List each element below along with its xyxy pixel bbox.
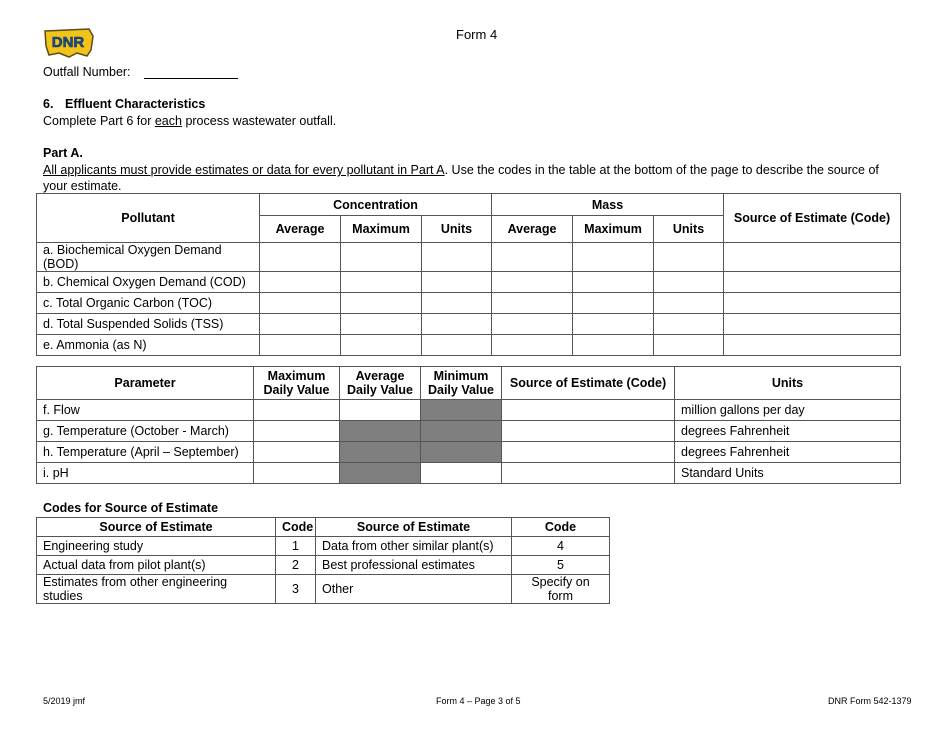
code-value: 4	[512, 537, 610, 556]
input-cell[interactable]	[502, 400, 675, 421]
shaded-cell	[340, 421, 421, 442]
codes-table	[36, 517, 610, 604]
input-cell[interactable]	[254, 442, 340, 463]
input-cell[interactable]	[254, 421, 340, 442]
input-cell[interactable]	[260, 243, 341, 272]
units-value: degrees Fahrenheit	[675, 421, 901, 442]
pollutant-name: d. Total Suspended Solids (TSS)	[37, 314, 260, 335]
parameter-name: g. Temperature (October - March)	[37, 421, 254, 442]
codes-title: Codes for Source of Estimate	[43, 501, 219, 515]
input-cell[interactable]	[502, 421, 675, 442]
table-row	[37, 335, 901, 356]
table-row	[37, 400, 901, 421]
source-name: Best professional estimates	[316, 556, 512, 575]
units-value: Standard Units	[675, 463, 901, 484]
code-value: 1	[276, 537, 316, 556]
input-cell[interactable]	[724, 243, 901, 272]
units-value: million gallons per day	[675, 400, 901, 421]
parameter-name: f. Flow	[37, 400, 254, 421]
mass-units-header: Units	[654, 216, 724, 243]
input-cell[interactable]	[724, 272, 901, 293]
input-cell[interactable]	[573, 314, 654, 335]
input-cell[interactable]	[492, 335, 573, 356]
table-row	[37, 575, 610, 604]
shaded-cell	[340, 442, 421, 463]
pollutant-header: Pollutant	[37, 194, 260, 243]
input-cell[interactable]	[654, 314, 724, 335]
source-name: Other	[316, 575, 512, 604]
units-header: Units	[675, 367, 901, 400]
source-code-header: Source of Estimate (Code)	[502, 367, 675, 400]
conc-units-header: Units	[422, 216, 492, 243]
mass-header: Mass	[492, 194, 724, 216]
pollutant-name: b. Chemical Oxygen Demand (COD)	[37, 272, 260, 293]
input-cell[interactable]	[654, 335, 724, 356]
input-cell[interactable]	[654, 272, 724, 293]
source-name: Actual data from pilot plant(s)	[37, 556, 276, 575]
input-cell[interactable]	[422, 272, 492, 293]
input-cell[interactable]	[573, 272, 654, 293]
conc-average-header: Average	[260, 216, 341, 243]
input-cell[interactable]	[341, 335, 422, 356]
pollutant-name: a. Biochemical Oxygen Demand (BOD)	[37, 243, 260, 272]
input-cell[interactable]	[654, 243, 724, 272]
input-cell[interactable]	[492, 293, 573, 314]
input-cell[interactable]	[573, 335, 654, 356]
code-value: 3	[276, 575, 316, 604]
section-number: 6.	[43, 97, 54, 111]
codes-code-header: Code	[512, 518, 610, 537]
conc-maximum-header: Maximum	[341, 216, 422, 243]
input-cell[interactable]	[341, 272, 422, 293]
source-name: Estimates from other engineering studies	[37, 575, 276, 604]
parameter-header: Parameter	[37, 367, 254, 400]
input-cell[interactable]	[492, 314, 573, 335]
table-row	[37, 421, 901, 442]
input-cell[interactable]	[502, 442, 675, 463]
input-cell[interactable]	[422, 335, 492, 356]
concentration-header: Concentration	[260, 194, 492, 216]
outfall-number-field[interactable]	[144, 78, 238, 79]
section-title	[43, 97, 205, 111]
units-value: degrees Fahrenheit	[675, 442, 901, 463]
section-title-text: Effluent Characteristics	[65, 97, 206, 111]
input-cell[interactable]	[340, 400, 421, 421]
input-cell[interactable]	[341, 293, 422, 314]
table-row	[37, 556, 610, 575]
input-cell[interactable]	[573, 243, 654, 272]
shaded-cell	[421, 442, 502, 463]
input-cell[interactable]	[724, 293, 901, 314]
form-title: Form 4	[456, 27, 498, 42]
code-value: Specify on form	[512, 575, 610, 604]
footer-form-number: DNR Form 542-1379	[828, 696, 912, 706]
pollutant-table	[36, 193, 901, 356]
table-row	[37, 243, 901, 272]
footer-date: 5/2019 jmf	[43, 696, 86, 706]
table-row	[37, 314, 901, 335]
avg-daily-header: Average Daily Value	[340, 367, 421, 400]
pollutant-name: c. Total Organic Carbon (TOC)	[37, 293, 260, 314]
parameter-name: h. Temperature (April – September)	[37, 442, 254, 463]
pollutant-name: e. Ammonia (as N)	[37, 335, 260, 356]
input-cell[interactable]	[573, 293, 654, 314]
mass-average-header: Average	[492, 216, 573, 243]
input-cell[interactable]	[341, 243, 422, 272]
max-daily-header: Maximum Daily Value	[254, 367, 340, 400]
input-cell[interactable]	[492, 272, 573, 293]
section-description: Complete Part 6 for each process wastewater outfall.	[43, 114, 337, 128]
code-value: 2	[276, 556, 316, 575]
codes-source-header: Source of Estimate	[316, 518, 512, 537]
mass-maximum-header: Maximum	[573, 216, 654, 243]
input-cell[interactable]	[260, 335, 341, 356]
input-cell[interactable]	[254, 463, 340, 484]
outfall-number-label: Outfall Number:	[43, 65, 131, 79]
table-row	[37, 272, 901, 293]
codes-code-header: Code	[276, 518, 316, 537]
shaded-cell	[340, 463, 421, 484]
part-a-title: Part A.	[43, 146, 83, 160]
table-row	[37, 293, 901, 314]
source-code-header: Source of Estimate (Code)	[724, 194, 901, 243]
parameter-table	[36, 366, 901, 484]
source-name: Data from other similar plant(s)	[316, 537, 512, 556]
input-cell[interactable]	[422, 293, 492, 314]
input-cell[interactable]	[492, 243, 573, 272]
input-cell[interactable]	[422, 314, 492, 335]
input-cell[interactable]	[254, 400, 340, 421]
svg-text:DNR: DNR	[51, 34, 85, 51]
source-name: Engineering study	[37, 537, 276, 556]
table-row	[37, 463, 901, 484]
input-cell[interactable]	[260, 293, 341, 314]
code-value: 5	[512, 556, 610, 575]
table-row	[37, 442, 901, 463]
input-cell[interactable]	[724, 314, 901, 335]
footer-page: Form 4 – Page 3 of 5	[436, 696, 521, 706]
min-daily-header: Minimum Daily Value	[421, 367, 502, 400]
table-row	[37, 537, 610, 556]
input-cell[interactable]	[502, 463, 675, 484]
input-cell[interactable]	[654, 293, 724, 314]
input-cell[interactable]	[260, 272, 341, 293]
shaded-cell	[421, 400, 502, 421]
codes-source-header: Source of Estimate	[37, 518, 276, 537]
part-a-description: All applicants must provide estimates or data for every pollutant in Part A. Use the codes in the table at the bottom of the page to describe the source of your estimate.	[43, 163, 879, 193]
input-cell[interactable]	[422, 243, 492, 272]
input-cell[interactable]	[260, 314, 341, 335]
input-cell[interactable]	[421, 463, 502, 484]
parameter-name: i. pH	[37, 463, 254, 484]
shaded-cell	[421, 421, 502, 442]
dnr-logo	[43, 26, 95, 58]
input-cell[interactable]	[724, 335, 901, 356]
input-cell[interactable]	[341, 314, 422, 335]
